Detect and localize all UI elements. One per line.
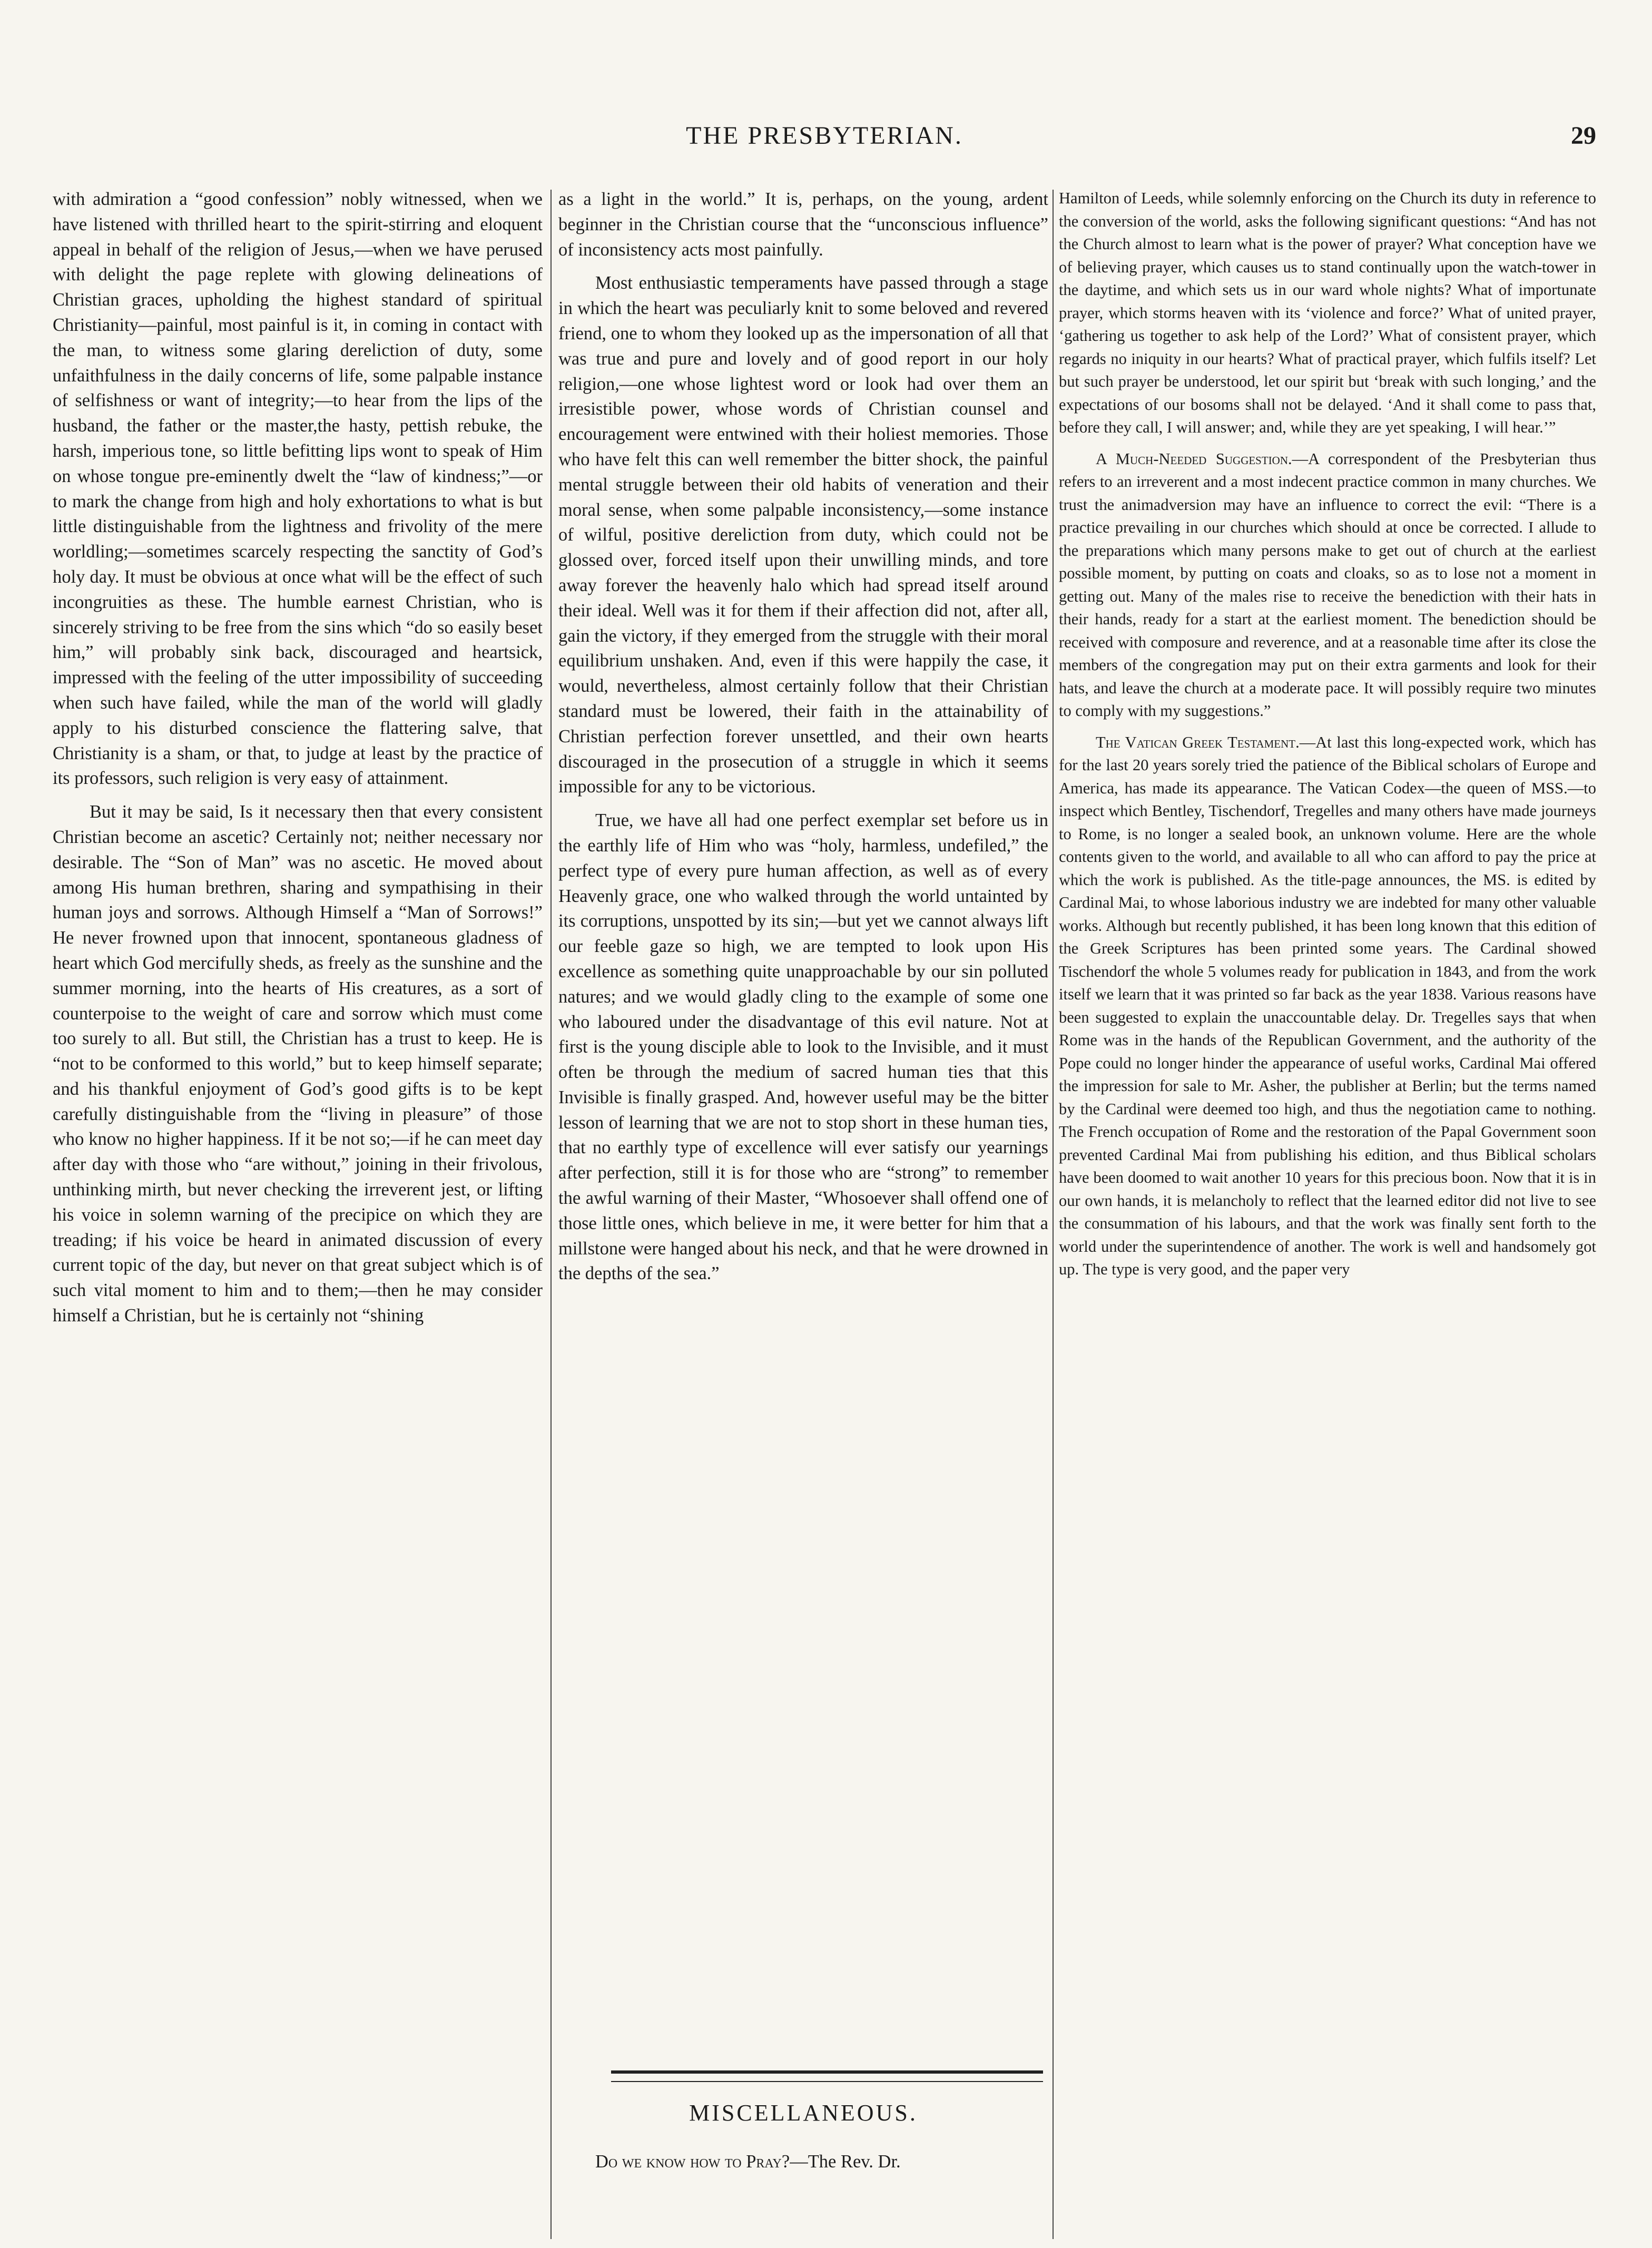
col2-paragraph-3: True, we have all had one perfect exemplar set before us in the earthly life of Him who was “holy, harmless, undefiled,” the perfect type of every pure human affection, as well as of every Heavenly grace, one who walked through the world untainted by its corruptions, unspotted by its sin;—but yet we cannot always lift our feeble gaze so high, we are tempted to look upon His excellence as something quite unapproachable by our sin polluted natures; and we would gladly cling to the example of some one who laboured under the disadvantage of this evil nature. Not at first is the young disciple able to look to the Invisible, and it must often be through the medium of sacred human ties that this Invisible is finally grasped. And, however useful may be the bitter lesson of learning that we are not to stop short in these human ties, that no earthly type of excellence will ever satisfy our yearnings after perfection, still it is for those who are “strong” to remember the awful warning of their Master, “Whosoever shall offend one of those little ones, which believe in me, it were better for him that a millstone were hanged about his neck, and that he were drowned in the depths of the sea.” xyxy=(558,810,1048,1284)
col2-paragraph-2: Most enthusiastic temperaments have passed through a stage in which the heart was peculiarly knit to some beloved and revered friend, one to whom they looked up as the impersonation of all that was true and pure and lovely and of good report in our holy religion,—one whose lightest word or look had over them an irresistible power, whose words of Christian counsel and encouragement were entwined with their holiest memories. Those who have felt this can well remember the bitter shock, the painful mental struggle between their old habits of veneration and their moral sense, when some palpable inconsistency,—some instance of wilful, positive dereliction from duty, which could not be glossed over, forced itself upon their unwilling minds, and tore away forever the heavenly halo which had spread itself around their ideal. Well was it for them if their affection did not, after all, gain the victory, if they emerged from the struggle with their moral equilibrium unshaken. And, even if this were happily the case, it would, nevertheless, almost certainly follow that their Christian standard must be lowered, their faith in the attainability of Christian perfection forever unsettled, and their own hearts discouraged in the prosecution of a struggle in which it seems impossible for any to be victorious. xyxy=(558,273,1048,797)
col2-paragraph-1: as a light in the world.” It is, perhaps, on the young, ardent beginner in the Christian course that the “unconscious influence” of inconsistency acts most painfully. xyxy=(558,189,1048,260)
misc-article-text: —The Rev. Dr. xyxy=(790,2152,901,2172)
col3-paragraph-2 xyxy=(1059,448,1596,723)
col1-paragraph-2: But it may be said, Is it necessary then that every consistent Christian become an ascetic? Certainly not; neither necessary nor desirable. The “Son of Man” was no ascetic. He moved about among His human brethren, sharing and sympathising in their human joys and sorrows. Although Himself a “Man of Sorrows!” He never frowned upon that innocent, spontaneous gladness of heart which God mercifully sheds, as freely as the sunshine and the summer morning, into the hearts of His creatures, as a sort of counterpoise to the weight of care and sorrow which must come too surely to all. But still, the Christian has a trust to keep. He is “not to be conformed to this world,” but to keep himself separate; and his thankful enjoyment of God’s good gifts is to be kept carefully distinguishable from the “living in pleasure” of those who know no higher happiness. If it be not so;—if he can meet day after day with those who “are without,” joining in their frivolous, unthinking mirth, but never checking the irreverent jest, or lifting his voice in solemn warning of the precipice on which they are treading; if his voice be heard in animated discussion of every current topic of the day, but never on that great subject which is of such vital moment to him and to them;—then he may consider himself a Christian, but he is certainly not “shining xyxy=(53,802,543,1326)
column-1 xyxy=(53,187,543,2242)
suggestion-heading: A Much-Needed Suggestion. xyxy=(1096,449,1292,468)
section-separator-rule xyxy=(611,2070,1043,2082)
column-2 xyxy=(558,187,1048,2063)
column-divider-1 xyxy=(550,190,552,2239)
suggestion-text: —A correspondent of the Presbyterian thus refers to an irreverent and a most indecent practice common in many churches. We trust the animadversion may have an influence to correct the evil: “There is a practice prevailing in our churches which should at once be corrected. I allude to the preparations which many persons make to get out of church at the earliest possible moment, by putting on coats and cloaks, so as to lose not a moment in getting out. Many of the males rise to receive the benediction with their hats in their hands, ready for a start at the earliest moment. The benediction should be received with composure and reverence, and at a reasonable time after its close the members of the congregation may put on their extra garments and look for their hats, and leave the church at a moderate pace. It will possibly require two minutes to comply with my suggestions.” xyxy=(1059,449,1596,720)
col3-paragraph-1: Hamilton of Leeds, while solemnly enforcing on the Church its duty in reference to the conversion of the world, asks the following significant questions: “And has not the Church almost to learn what is the power of prayer? What conception have we of believing prayer, which causes us to stand continually upon the watch-tower in the daytime, and which sets us in our ward whole nights? What of importunate prayer, which storms heaven with its ‘violence and force?’ What of united prayer, ‘gathering us together to ask help of the Lord?’ What of consistent prayer, which regards no iniquity in our hearts? What of practical prayer, which fulfils itself? Let but such prayer be understood, let our spirit but ‘break with such longing,’ and the expectations of our bosoms shall not be delayed. ‘And it shall come to pass that, before they call, I will answer; and, while they are yet speaking, I will hear.’” xyxy=(1059,189,1596,436)
col3-paragraph-3 xyxy=(1059,731,1596,1281)
section-title-miscellaneous: MISCELLANEOUS. xyxy=(689,2100,918,2126)
misc-article-start xyxy=(558,2149,1048,2175)
publication-title: THE PRESBYTERIAN. xyxy=(686,122,963,150)
page-header xyxy=(53,121,1596,163)
vatican-text: —At last this long-expected work, which has for the last 20 years sorely tried the patience of the Biblical scholars of Europe and America, has made its appearance. The Vatican Codex—the queen of MSS.—to inspect which Bentley, Tischendorf, Tregelles and many others have made journeys to Rome, is no longer a sealed book, an unknown volume. Here are the whole contents given to the world, and available to all who can afford to pay the price at which the work is published. As the title-page announces, the MS. is edited by Cardinal Mai, to whose laborious industry we are indebted for many other valuable works. Although but recently published, it has been long known that this edition of the Greek Scriptures has been printed some years. The Cardinal showed Tischendorf the whole 5 volumes ready for publication in 1843, and from the work itself we learn that it was printed so far back as the year 1838. Various reasons have been suggested to explain the unaccountable delay. Dr. Tregelles says that when Rome was in the hands of the Republican Government, and the authority of the Pope could no longer hinder the appearance of useful works, Cardinal Mai offered the impression for sale to Mr. Asher, the publisher at Berlin; but the terms named by the Cardinal were deemed too high, and thus the negotiation came to nothing. The French occupation of Rome and the restoration of the Papal Government soon prevented Cardinal Mai from publishing his edition, and thus Biblical scholars have been doomed to wait another 10 years for this precious boon. Now that it is in our own hands, it is melancholy to reflect that the learned editor did not live to see the consummation of his labours, and that the work was finally sent forth to the world under the superintendence of another. The work is well and handsomely got up. The type is very good, and the paper very xyxy=(1059,733,1596,1278)
column-divider-2 xyxy=(1053,190,1054,2239)
vatican-heading: The Vatican Greek Testament. xyxy=(1096,733,1300,751)
page-number: 29 xyxy=(1571,122,1596,150)
misc-article-heading: Do we know how to Pray? xyxy=(595,2152,790,2172)
col1-paragraph-1: with admiration a “good confession” nobly witnessed, when we have listened with thrilled heart to the spirit-stirring and eloquent appeal in behalf of the religion of Jesus,—when we have perused with delight the page replete with glowing delineations of Christian graces, upholding the highest standard of spiritual Christianity—painful, most painful is it, in coming in contact with the man, to witness some glaring dereliction of duty, some unfaithfulness in the daily concerns of life, some palpable instance of selfishness or want of integrity;—to hear from the lips of the husband, the father or the master,the hasty, pettish rebuke, the harsh, imperious tone, so little befitting lips wont to speak of Him on whose tongue pre-eminently dwelt the “law of kindness;”—or to mark the change from high and holy exhortations to what is but little distinguishable from the lightness and frivolity of the mere worldling;—sometimes scarcely respecting the sanctity of God’s holy day. It must be obvious at once what will be the effect of such incongruities as these. The humble earnest Christian, who is sincerely striving to be free from the sins which “do so easily beset him,” will probably sink back, discouraged and heartsick, impressed with the feeling of the utter impossibility of succeeding when such have failed, while the man of the world will gladly apply to his disturbed conscience the flattering salve, that Christianity is a sham, or that, to judge at least by the practice of its professors, such religion is very easy of attainment. xyxy=(53,189,543,789)
column-3 xyxy=(1059,187,1596,2242)
